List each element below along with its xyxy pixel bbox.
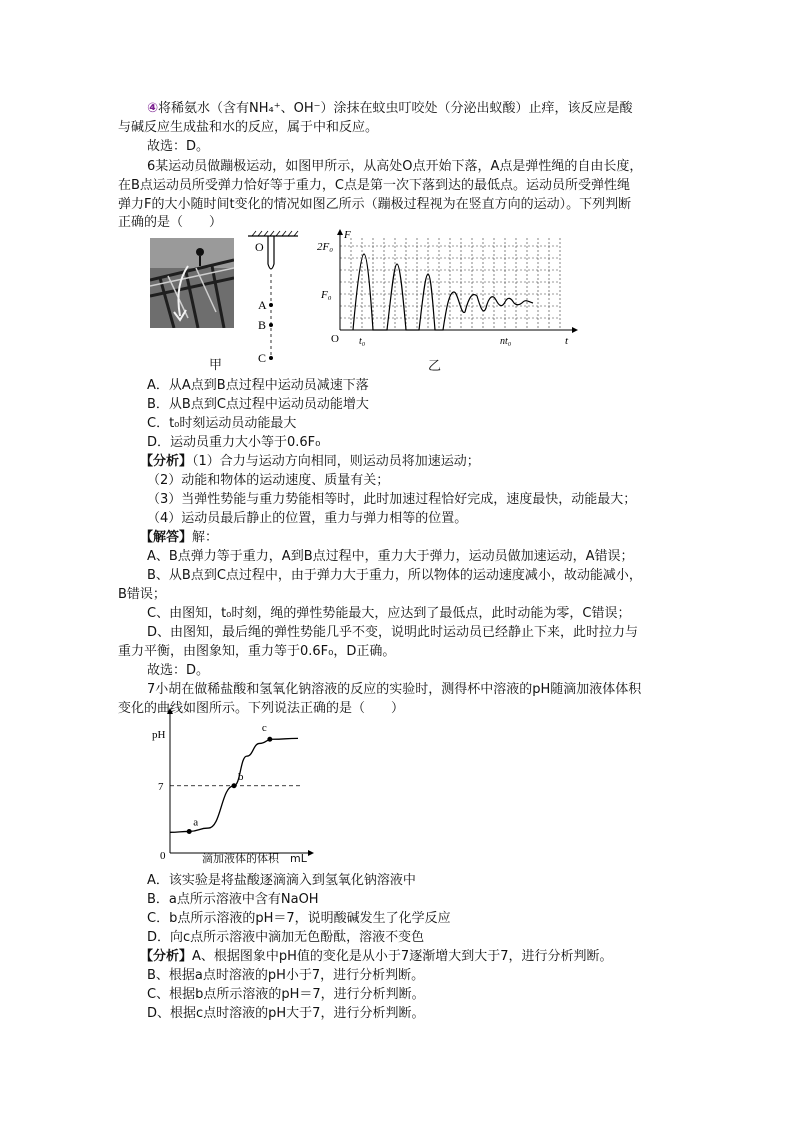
tick-t0: t₀: [359, 336, 366, 347]
force-curve: [353, 254, 533, 330]
ph-chart: [148, 705, 318, 870]
q5-answer: 故选：D。: [147, 139, 210, 154]
point-c-label: c: [261, 722, 267, 735]
graph-x-axis-label: t: [565, 335, 569, 347]
tick-F0: F₀: [321, 289, 332, 301]
ph-tick-7: 7: [158, 780, 164, 793]
graph-y-axis-label: F: [344, 229, 351, 241]
ph-origin: 0: [160, 850, 166, 862]
q6-solution-header: [140, 528, 218, 547]
q6-analysis-tag: 【分析】: [140, 454, 193, 469]
q6-solution-5: D、由图知，最后绳的弹性势能几乎不变，说明此时运动员已经静止下来，此时拉力与: [147, 625, 639, 640]
q6-option-d: D．运动员重力大小等于0.6F₀: [147, 435, 321, 450]
q6-answer: 故选：D。: [147, 663, 210, 678]
point-O-label: O: [255, 240, 264, 254]
q6-solution-1: A、B点弹力等于重力，A到B点过程中，重力大于弹力，运动员做加速运动，A错误；: [147, 549, 634, 564]
point-A-label: A: [258, 298, 267, 312]
q6-option-b: B．从B点到C点过程中运动员动能增大: [147, 397, 369, 412]
fig-jia-caption: 甲: [209, 358, 223, 373]
graph-grid: [340, 238, 560, 330]
fig-yi-caption: 乙: [428, 359, 442, 374]
q6-solution-4: C、由图知，t₀时刻，绳的弹性势能最大，应达到了最低点，此时动能为零，C错误；: [147, 606, 631, 621]
q5-item-number: ④: [147, 101, 159, 116]
q5-line1-text: 将稀氨水（含有NH₄⁺、OH⁻）涂抹在蚊虫叮咬处（分泌出蚁酸）止痒，该反应是酸: [158, 101, 633, 116]
point-b-label: b: [238, 770, 244, 783]
q6-stem-1: 6某运动员做蹦极运动，如图甲所示，从高处O点开始下落，A点是弹性绳的自由长度，: [147, 159, 643, 174]
q7-option-d: D．向c点所示溶液中滴加无色酚酞，溶液不变色: [147, 930, 425, 945]
bungee-photo: [150, 238, 234, 328]
point-a: [187, 829, 192, 834]
q6-analysis-4: （4）运动员最后静止的位置，重力与弹力相等的位置。: [147, 511, 468, 526]
q7-analysis-3: C、根据b点所示溶液的pH＝7，进行分析判断。: [147, 987, 425, 1002]
point-b: [232, 783, 237, 788]
q7-analysis-1: [140, 947, 612, 966]
point-c: [267, 737, 272, 742]
tick-2F0: 2F₀: [317, 241, 334, 253]
q5-line2: 与碱反应生成盐和水的反应，属于中和反应。: [118, 120, 379, 135]
point-a-label: a: [193, 816, 199, 829]
point-C-label: C: [258, 351, 267, 365]
q6-solution-2: B、从B点到C点过程中，由于弹力大于重力，所以物体的运动速度减小，故动能减小，: [147, 568, 642, 583]
ph-x-label: 滴加液体的体积 mL: [202, 852, 307, 865]
q6-analysis-text-1: （1）合力与运动方向相同，则运动员将加速运动；: [192, 454, 480, 469]
bungee-diagram: [240, 230, 310, 370]
q6-stem-2: 在B点运动员所受弹力恰好等于重力，C点是第一次下落到达的最低点。运动员所受弹性绳: [118, 178, 630, 193]
q6-option-a: A．从A点到B点过程中运动员减速下落: [147, 378, 369, 393]
q7-analysis-4: D、根据c点时溶液的pH大于7，进行分析判断。: [147, 1006, 425, 1021]
point-B-label: B: [258, 318, 267, 332]
q7-stem-2: 变化的曲线如图所示。下列说法正确的是（ ）: [118, 701, 405, 716]
q6-solution-6: 重力平衡，由图象知，重力等于0.6F₀，D正确。: [118, 644, 396, 659]
q7-option-a: A．该实验是将盐酸逐滴滴入到氢氧化钠溶液中: [147, 873, 416, 888]
q6-stem-4: 正确的是（ ）: [118, 215, 223, 230]
q6-analysis-2: （2）动能和物体的运动速度、质量有关；: [147, 473, 390, 488]
q6-stem-3: 弹力F的大小随时间t变化的情况如图乙所示（蹦极过程视为在竖直方向的运动）。下列判断: [118, 197, 632, 212]
q7-stem-1: 7小胡在做稀盐酸和氢氧化钠溶液的反应的实验时，测得杯中溶液的pH随滴加液体体积: [147, 682, 642, 697]
q7-option-b: B．a点所示溶液中含有NaOH: [147, 892, 319, 907]
force-time-graph: [315, 226, 585, 348]
tick-nt0: nt₀: [500, 336, 512, 347]
q7-option-c: C．b点所示溶液的pH＝7，说明酸碱发生了化学反应: [147, 911, 451, 926]
graph-origin: O: [331, 333, 339, 345]
q6-solution-3: B错误；: [118, 587, 166, 602]
q5-line1: [147, 99, 632, 118]
q6-solution-tag: 【解答】: [140, 530, 193, 545]
ph-y-label: pH: [152, 729, 166, 741]
q7-analysis-text-1: A、根据图象中pH值的变化是从小于7逐渐增大到大于7，进行分析判断。: [192, 949, 613, 964]
q6-solution-intro: 解：: [192, 530, 219, 545]
q6-analysis-3: （3）当弹性势能与重力势能相等时，此时加速过程恰好完成，速度最快，动能最大；: [147, 492, 637, 507]
q6-option-c: C．t₀时刻运动员动能最大: [147, 416, 297, 431]
q7-analysis-tag: 【分析】: [140, 949, 193, 964]
q7-analysis-2: B、根据a点时溶液的pH小于7，进行分析判断。: [147, 968, 425, 983]
q6-analysis-1: [140, 452, 480, 471]
